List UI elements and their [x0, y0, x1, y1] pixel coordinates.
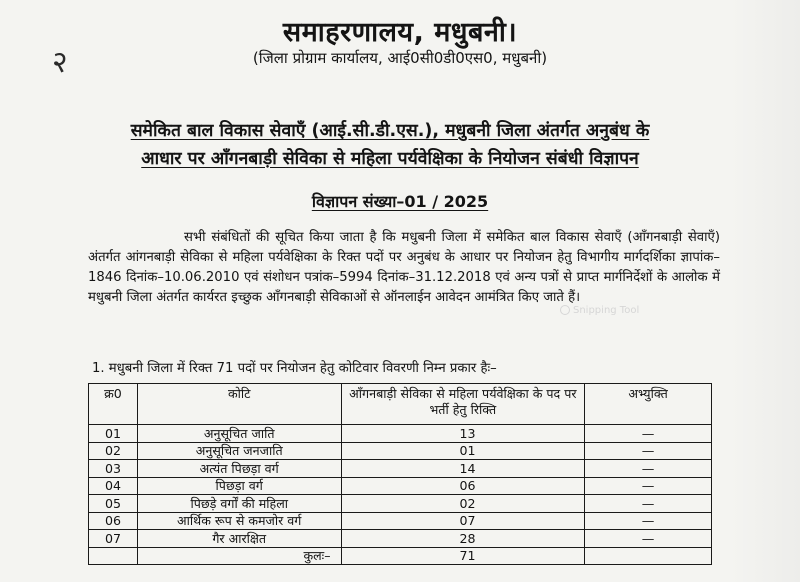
- row-category: अनुसूचित जनजाति: [137, 442, 341, 460]
- header-vacancy: आँगनबाड़ी सेविका से महिला पर्यवेक्षिका के पद पर भर्ती हेतु रिक्ति: [341, 384, 585, 425]
- notice-subject: [70, 117, 710, 173]
- row-vacancy: 02: [341, 495, 585, 513]
- row-serial: 05: [89, 495, 138, 513]
- vacancy-table: [88, 383, 712, 565]
- row-vacancy: 07: [341, 512, 585, 530]
- intro-paragraph: [88, 228, 720, 308]
- table-row: [89, 512, 712, 530]
- office-subtitle: (जिला प्रोग्राम कार्यालय, आई0सी0डी0एस0, मधुबनी): [252, 49, 548, 67]
- row-remarks: —: [585, 530, 712, 548]
- table-row: [89, 477, 712, 495]
- header-category: कोटि: [137, 384, 341, 425]
- row-serial: 03: [89, 460, 138, 478]
- row-category: पिछड़ा वर्ग: [137, 477, 341, 495]
- header-remarks: अभ्युक्ति: [585, 384, 712, 425]
- table-row: [89, 460, 712, 478]
- row-remarks: —: [585, 442, 712, 460]
- row-remarks: —: [585, 495, 712, 513]
- row-category: अनुसूचित जाति: [137, 425, 341, 443]
- subject-line-1: समेकित बाल विकास सेवाएँ (आई.सी.डी.एस.), मधुबनी जिला अंतर्गत अनुबंध के: [130, 121, 650, 141]
- table-row: [89, 530, 712, 548]
- row-vacancy: 06: [341, 477, 585, 495]
- total-label: कुलः–: [137, 547, 341, 565]
- advertisement-number: [0, 190, 800, 212]
- table-row: [89, 425, 712, 443]
- row-category: पिछड़े वर्गों की महिला: [137, 495, 341, 513]
- row-serial: 06: [89, 512, 138, 530]
- row-category: अत्यंत पिछड़ा वर्ग: [137, 460, 341, 478]
- row-remarks: —: [585, 425, 712, 443]
- page-edge-shadow: [730, 0, 800, 582]
- office-title: समाहरणालय, मधुबनी।: [282, 17, 518, 48]
- row-serial: 02: [89, 442, 138, 460]
- row-remarks: —: [585, 460, 712, 478]
- row-vacancy: 28: [341, 530, 585, 548]
- row-serial: 01: [89, 425, 138, 443]
- snipping-tool-icon: [560, 305, 570, 315]
- snipping-tool-watermark: [560, 305, 639, 316]
- margin-page-mark: २: [52, 45, 68, 80]
- total-value: 71: [341, 547, 585, 565]
- row-remarks: —: [585, 512, 712, 530]
- point-1-heading: 1. मधुबनी जिला में रिक्त 71 पदों पर नियोजन हेतु कोटिवार विवरणी निम्न प्रकार हैः–: [92, 361, 497, 376]
- total-empty-cell: [89, 547, 138, 565]
- snipping-tool-label: Snipping Tool: [573, 305, 640, 316]
- row-serial: 04: [89, 477, 138, 495]
- row-vacancy: 14: [341, 460, 585, 478]
- row-vacancy: 13: [341, 425, 585, 443]
- row-remarks: —: [585, 477, 712, 495]
- row-category: आर्थिक रूप से कमजोर वर्ग: [137, 512, 341, 530]
- row-category: गैर आरक्षित: [137, 530, 341, 548]
- table-total-row: [89, 547, 712, 565]
- header-serial: क्र0: [89, 384, 138, 425]
- row-vacancy: 01: [341, 442, 585, 460]
- table-row: [89, 495, 712, 513]
- total-remarks-empty: [585, 547, 712, 565]
- table-header-row: [89, 384, 712, 425]
- row-serial: 07: [89, 530, 138, 548]
- advertisement-number-text: विज्ञापन संख्या–01 / 2025: [311, 192, 489, 211]
- table-row: [89, 442, 712, 460]
- intro-paragraph-text: सभी संबंधितों की सूचित किया जाता है कि मधुबनी जिला में समेकित बाल विकास सेवाएँ (आँगनबाड़ी सेवाएँ) अंतर्गत आंगनबाड़ी सेविका से महिला पर्यवेक्षिका के रिक्त पदों पर अनुबंध के आधार पर नियोजन हेतु विभागीय मार्गदर्शिका ज्ञापांक–1846 दिनांक–10.06.2010 एवं संशोधन पत्रांक–5994 दिनांक–31.12.2018 एवं अन्य पत्रों से प्राप्त मार्गनिर्देशों के आलोक में मधुबनी जिला अंतर्गत कार्यरत इच्छुक आँगनबाड़ी सेविकाओं से ऑनलाईन आवेदन आमंत्रित किए जाते हैं।: [88, 230, 720, 305]
- subject-line-2: आधार पर आँगनबाड़ी सेविका से महिला पर्यवेक्षिका के नियोजन संबंधी विज्ञापन: [141, 149, 639, 169]
